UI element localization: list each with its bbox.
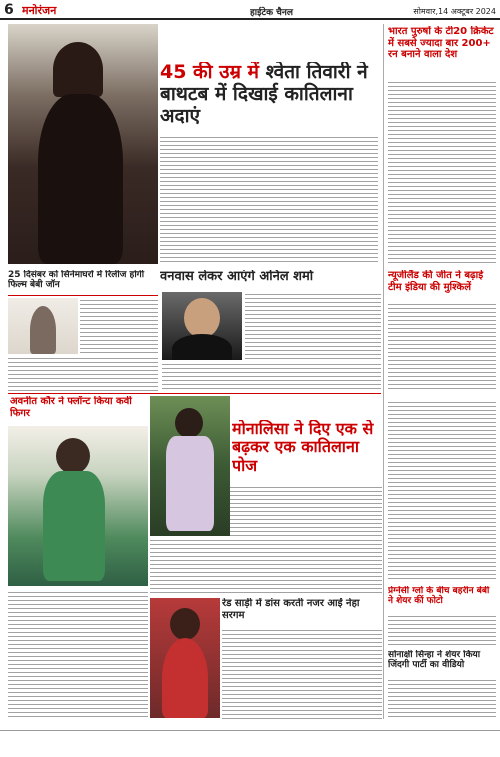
monalisa-body-bottom [150,538,382,594]
section-divider [8,393,381,394]
top-story-headline: 45 की उम्र में श्वेता तिवारी ने बाथटब में दिखाई कातिलाना अदाएं [160,62,368,127]
neha-photo [150,598,220,718]
paper-name: हाईटेक चैनल [250,8,293,17]
monalisa-body-col [388,400,496,582]
cricket-body [388,80,496,265]
avneet-photo [8,426,148,586]
prenangi-body [388,614,496,648]
anil-body-bottom [162,362,381,392]
film-headline: 25 दिसंबर को सिनेमाघरों में रिलीज होगी फिल्म बेबी जॉन [8,270,158,296]
section-title: मनोरंजन [22,4,57,17]
anil-body-right [245,292,381,360]
issue-date: सोमवार,14 अक्टूबर 2024 [413,7,496,16]
prenangi-headline: प्रेग्नेंसी ग्लो के बीच बहरीन बेबी ने शेयर कीं फोटो [388,586,490,607]
monalisa-headline: मोनालिसा ने दिए एक से बढ़कर एक कातिलाना पोज [232,420,374,475]
monalisa-body-right [230,485,382,537]
baby-john-photo [8,298,78,354]
neha-headline: रेड साड़ी में डांस करती नजर आईं नेहा सरगम [222,598,360,621]
nz-body [388,302,496,390]
neha-body [222,628,382,720]
avneet-headline: अवनीत कौर ने फ्लॉन्ट किया कर्वी फिगर [10,396,132,419]
nz-headline: न्यूजीलैंड की जीत ने बढ़ाई टीम इंडिया की मुश्किलें [388,270,484,293]
top-story-body [160,135,378,265]
actress-photo [8,24,158,264]
anil-headline: वनवास लेकर आएंगे अनिल शर्मा [160,270,314,284]
film-body-right [80,298,158,356]
cricket-headline: भारत पुरुषों के टी20 क्रिकेट में सबसे ज्यादा बार 200+ रन बनाने वाला देश [388,26,494,60]
avneet-body [8,590,148,720]
column-divider [383,24,384,719]
monalisa-photo [150,396,230,536]
film-body-bottom [8,356,158,392]
sonakshi-body [388,678,496,720]
page-footer-line [0,730,500,731]
page-number: 6 [4,2,22,18]
anil-photo [162,292,242,360]
sonakshi-headline: सोनाक्षी सिन्हा ने शेयर किया जिंदगी पार्टी का वीडियो [388,650,481,671]
